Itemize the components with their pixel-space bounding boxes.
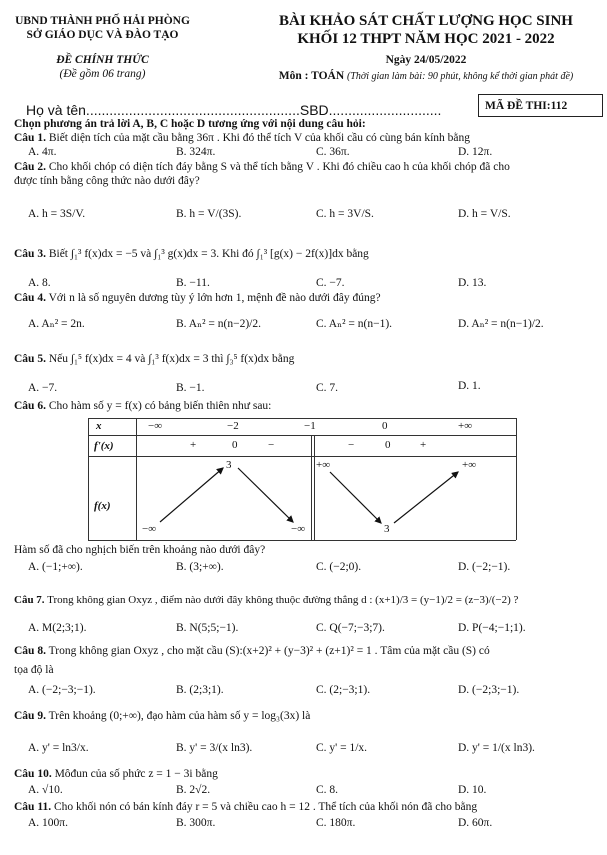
q7-option-a[interactable]: A. M(2;3;1). <box>28 622 87 634</box>
q2-option-c[interactable]: C. h = 3V/S. <box>316 208 374 220</box>
vt-f-5: +∞ <box>462 459 477 471</box>
q10-option-c[interactable]: C. 8. <box>316 784 339 796</box>
vt-x-0: −∞ <box>148 420 163 432</box>
vt-sign-1: 0 <box>232 439 238 451</box>
q-text: Với n là số nguyên dương tùy ý lớn hơn 1, mệnh đề nào dưới đây đúng? <box>45 292 381 304</box>
q-label: Câu 9. <box>14 710 46 722</box>
q9-option-a[interactable]: A. y' = ln3/x. <box>28 742 89 754</box>
exam-title-line1: BÀI KHẢO SÁT CHẤT LƯỢNG HỌC SINH <box>279 13 573 29</box>
q-label: Câu 6. <box>14 400 46 412</box>
q6-option-c[interactable]: C. (−2;0). <box>316 561 362 573</box>
q8-option-c[interactable]: C. (2;−3;1). <box>316 684 371 696</box>
vt-f-label: f(x) <box>94 500 111 512</box>
q-text: Trong không gian Oxyz , cho mặt cầu (S):(x+2)² + (y−3)² + (z+1)² = 1 . Tâm của mặt cầu (S) có <box>45 645 490 657</box>
header-left-line1: UBND THÀNH PHỐ HẢI PHÒNG <box>15 15 190 27</box>
q7-option-d[interactable]: D. P(−4;−1;1). <box>458 622 526 634</box>
vt-sign-0: + <box>190 439 197 451</box>
q9-option-b[interactable]: B. y' = 3/(x ln3). <box>176 742 253 754</box>
q-label: Câu 4. <box>14 292 46 304</box>
q-label: Câu 5. <box>14 353 46 365</box>
q-text: Môđun của số phức z = 1 − 3i bằng <box>51 768 218 780</box>
q4-option-b[interactable]: B. Aₙ² = n(n−2)/2. <box>176 318 261 330</box>
q5-option-a[interactable]: A. −7. <box>28 382 58 394</box>
vt-f-1: 3 <box>226 459 232 471</box>
q6-option-a[interactable]: A. (−1;+∞). <box>28 561 83 573</box>
q-label: Câu 8. <box>14 645 46 657</box>
q2-option-b[interactable]: B. h = V/(3S). <box>176 208 242 220</box>
q10-option-a[interactable]: A. √10. <box>28 784 63 796</box>
q5-option-c[interactable]: C. 7. <box>316 382 339 394</box>
question-2-cont: được tính bằng công thức nào dưới đây? <box>14 175 200 187</box>
q9-option-c[interactable]: C. y' = 1/x. <box>316 742 368 754</box>
vt-x-3: 0 <box>382 420 388 432</box>
question-11 <box>14 801 599 815</box>
vt-f-4: 3 <box>384 523 390 535</box>
question-9 <box>14 710 599 724</box>
q1-option-c[interactable]: C. 36π. <box>316 146 350 158</box>
question-7 <box>14 594 599 607</box>
vt-x-2: −1 <box>304 420 316 432</box>
exam-title-line2: KHỐI 12 THPT NĂM HỌC 2021 - 2022 <box>297 31 555 47</box>
vt-sign-4: 0 <box>385 439 391 451</box>
q11-option-c[interactable]: C. 180π. <box>316 817 356 829</box>
vt-sign-3: − <box>348 439 355 451</box>
subject: Môn : TOÁN <box>278 70 345 82</box>
exam-date: Ngày 24/05/2022 <box>385 54 467 66</box>
vt-x-1: −2 <box>227 420 239 432</box>
q6-option-b[interactable]: B. (3;+∞). <box>176 561 224 573</box>
q1-option-b[interactable]: B. 324π. <box>176 146 216 158</box>
q-text: Nếu ∫₁⁵ f(x)dx = 4 và ∫₁³ f(x)dx = 3 thì ∫₃⁵ f(x)dx bằng <box>45 353 295 365</box>
q-label: Câu 11. <box>14 801 52 813</box>
vt-x-4: +∞ <box>458 420 473 432</box>
vt-f-2: −∞ <box>291 523 306 535</box>
q9-option-d[interactable]: D. y' = 1/(x ln3). <box>458 742 535 754</box>
q1-option-d[interactable]: D. 12π. <box>458 146 493 158</box>
q3-option-a[interactable]: A. 8. <box>28 277 51 289</box>
vt-x-label: x <box>96 420 102 432</box>
q-label: Câu 7. <box>14 594 45 606</box>
q4-option-c[interactable]: C. Aₙ² = n(n−1). <box>316 318 393 330</box>
q11-option-d[interactable]: D. 60π. <box>458 817 493 829</box>
header-left-line2: SỞ GIÁO DỤC VÀ ĐÀO TẠO <box>26 29 179 41</box>
page-count: (Đề gồm 06 trang) <box>59 68 146 80</box>
q-label: Câu 10. <box>14 768 52 780</box>
q3-option-d[interactable]: D. 13. <box>458 277 487 289</box>
vt-f-0: −∞ <box>142 523 157 535</box>
vt-arrow-3 <box>330 472 381 523</box>
q5-option-b[interactable]: B. −1. <box>176 382 205 394</box>
vt-sign-2: − <box>268 439 275 451</box>
q-text: Trên khoảng (0;+∞), đạo hàm của hàm số y = log₃(3x) là <box>45 710 311 722</box>
question-10 <box>14 768 599 782</box>
name-line: Họ và tên.......................................................SBD............................. <box>26 102 442 118</box>
q-label: Câu 1. <box>14 132 46 144</box>
q5-option-d[interactable]: D. 1. <box>458 380 481 392</box>
q6-option-d[interactable]: D. (−2;−1). <box>458 561 511 573</box>
vt-arrow-2 <box>238 468 293 522</box>
q-text: Cho khối nón có bán kính đáy r = 5 và chiều cao h = 12 . Thể tích của khối nón đã cho bằng <box>51 801 478 813</box>
q2-option-d[interactable]: D. h = V/S. <box>458 208 511 220</box>
q-text: Biết ∫₁³ f(x)dx = −5 và ∫₁³ g(x)dx = 3. Khi đó ∫₁³ [g(x) − 2f(x)]dx bằng <box>45 248 369 260</box>
q11-option-b[interactable]: B. 300π. <box>176 817 216 829</box>
q8-option-b[interactable]: B. (2;3;1). <box>176 684 224 696</box>
q10-option-b[interactable]: B. 2√2. <box>176 784 211 796</box>
vt-arrow-1 <box>160 468 223 522</box>
question-6-cont: Hàm số đã cho nghịch biến trên khoảng nào dưới đây? <box>14 544 266 556</box>
q7-option-c[interactable]: C. Q(−7;−3;7). <box>316 622 385 634</box>
question-8-cont: tọa độ là <box>14 664 54 676</box>
vt-fp-label: f'(x) <box>94 440 114 452</box>
subject-note: (Thời gian làm bài: 90 phút, không kể thời gian phát đề) <box>347 71 574 82</box>
q-text: Trong không gian Oxyz , điểm nào dưới đây không thuộc đường thẳng d : (x+1)/3 = (y−1)/2 = (z−3)/(−2) ? <box>44 594 519 606</box>
q3-option-c[interactable]: C. −7. <box>316 277 345 289</box>
exam-code-box: MÃ ĐỀ THI:112 <box>478 94 603 117</box>
vt-sign-5: + <box>420 439 427 451</box>
q3-option-b[interactable]: B. −11. <box>176 277 210 289</box>
q-text: Biết diện tích của mặt cầu bằng 36π . Khi đó thể tích V của khối cầu có cùng bán kính bằng <box>45 132 471 144</box>
q8-option-a[interactable]: A. (−2;−3;−1). <box>28 684 96 696</box>
q11-option-a[interactable]: A. 100π. <box>28 817 68 829</box>
q1-option-a[interactable]: A. 4π. <box>28 146 57 158</box>
q-text: Cho khối chóp có diện tích đáy bằng S và thể tích bằng V . Khi đó chiều cao h của khối chóp đã cho <box>45 161 510 173</box>
q-text: Cho hàm số y = f(x) có bảng biến thiên như sau: <box>45 400 272 412</box>
q8-option-d[interactable]: D. (−2;3;−1). <box>458 684 520 696</box>
instruction: Chọn phương án trả lời A, B, C hoặc D tương ứng với nội dung câu hỏi: <box>14 118 366 130</box>
q4-option-d[interactable]: D. Aₙ² = n(n−1)/2. <box>458 318 544 330</box>
q10-option-d[interactable]: D. 10. <box>458 784 487 796</box>
q-label: Câu 2. <box>14 161 46 173</box>
q-label: Câu 3. <box>14 248 46 260</box>
q2-option-a[interactable]: A. h = 3S/V. <box>28 208 86 220</box>
question-8 <box>14 645 599 659</box>
q7-option-b[interactable]: B. N(5;5;−1). <box>176 622 239 634</box>
q4-option-a[interactable]: A. Aₙ² = 2n. <box>28 318 85 330</box>
vt-f-3: +∞ <box>316 459 331 471</box>
official-label: ĐỀ CHÍNH THỨC <box>56 54 149 66</box>
vt-arrow-4 <box>394 472 458 523</box>
